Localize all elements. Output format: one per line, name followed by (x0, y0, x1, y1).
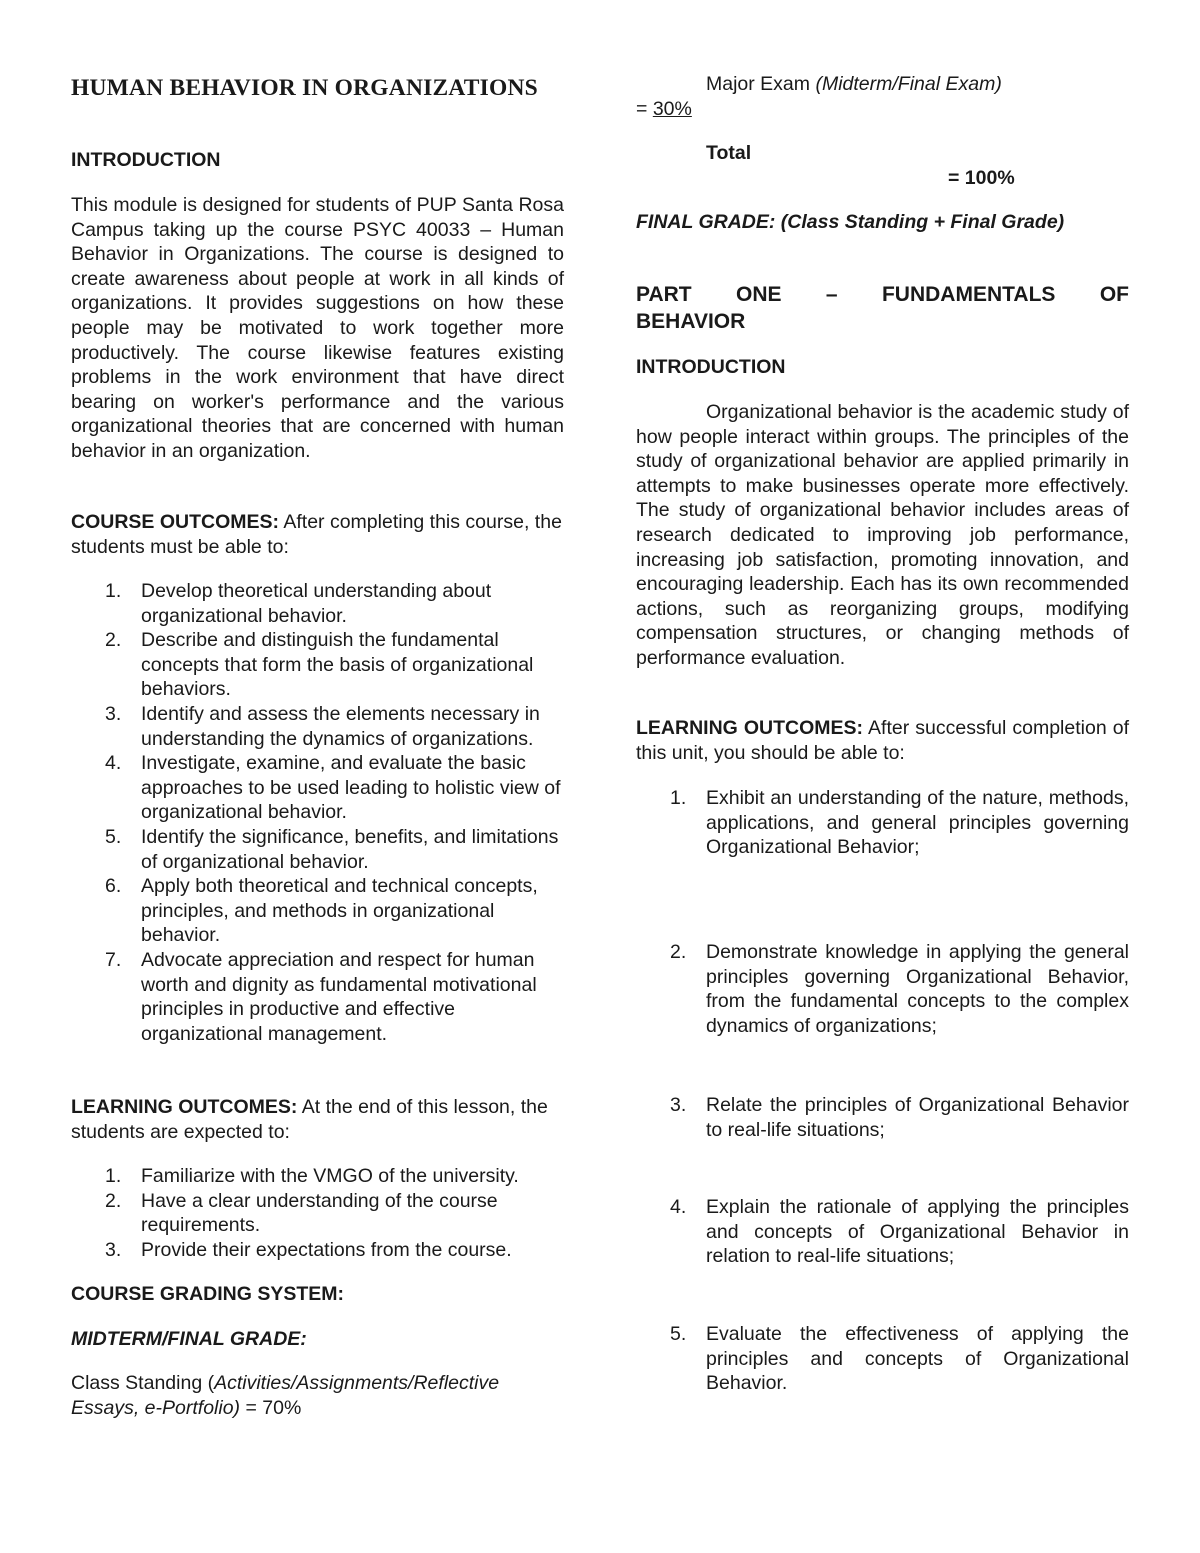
list-item-text: Apply both theoretical and technical concepts, principles, and methods in organizational behavior. (141, 875, 538, 947)
course-outcomes-text: After completing this course, the students must be able to: (71, 511, 562, 558)
grading-heading: COURSE GRADING SYSTEM: (71, 1283, 345, 1305)
course-outcomes-intro (71, 510, 564, 559)
list-item (71, 948, 564, 1046)
list-item (71, 751, 564, 825)
list-number: 5. (105, 825, 122, 848)
learning-outcomes-list (71, 1164, 564, 1262)
list-item (636, 1195, 1129, 1322)
list-item-text: Provide their expectations from the course. (141, 1238, 512, 1261)
list-number: 6. (105, 875, 122, 898)
learning-outcomes-intro (71, 1095, 564, 1144)
list-number: 4. (670, 1196, 687, 1218)
major-exam-value (636, 97, 1129, 122)
list-item (636, 786, 1129, 940)
list-item-text: Describe and distinguish the fundamental concepts that form the basis of organizational behaviors. (141, 629, 534, 701)
course-outcomes-label: COURSE OUTCOMES: (71, 511, 280, 533)
intro-paragraph: This module is designed for students of PUP Santa Rosa Campus taking up the course PSYC 40033 – Human Behavior in Organizations. The course is designed to create awareness about people at work in all kinds of organizations. It provides suggestions on how these people may be motivated to work together more productively. The course likewise features existing problems in the work environment that have direct bearing on worker's performance and the various organizational theories that are concerned with human behavior in an organization. (71, 194, 564, 462)
course-outcomes-list (71, 579, 564, 1046)
list-item-text: Identify and assess the elements necessary in understanding the dynamics of organizations. (141, 702, 540, 750)
list-number: 1. (670, 787, 687, 809)
right-learning-outcomes-text: After successful completion of this unit, you should be able to: (636, 717, 1129, 764)
major-exam-line (636, 72, 1129, 97)
list-number: 2. (670, 941, 687, 963)
right-intro-paragraph: Organizational behavior is the academic study of how people interact within groups. The principles of the study of organizational behavior are applied primarily in attempts to make businesses operate more effectively. The study of organizational behavior includes areas of research dedicated to improving job performance, increasing job satisfaction, promoting innovation, and encouraging leadership. Each has its own recommended actions, such as reorganizing groups, modifying compensation structures, or changing methods of performance evaluation. (636, 401, 1129, 669)
list-item-text: Demonstrate knowledge in applying the general principles governing Organizational Behavior, from the fundamental concepts to the complex dynamics of organizations; (706, 941, 1129, 1037)
list-item-text: Have a clear understanding of the course requirements. (141, 1189, 498, 1237)
list-item (71, 1164, 564, 1189)
list-item (636, 940, 1129, 1093)
class-standing-italic: Activities/Assignments/Reflective Essays, e-Portfolio) (71, 1372, 500, 1419)
learning-outcomes-label: LEARNING OUTCOMES: (71, 1096, 298, 1118)
list-number: 3. (105, 1238, 122, 1261)
list-item (71, 825, 564, 874)
major-exam-italic: (Midterm/Final Exam) (815, 73, 1002, 95)
major-exam-eq: = (636, 98, 653, 120)
list-number: 2. (105, 629, 122, 652)
list-number: 1. (105, 580, 122, 602)
document-title: HUMAN BEHAVIOR IN ORGANIZATIONS (71, 75, 538, 101)
list-item-text: Investigate, examine, and evaluate the basic approaches to be used leading to holistic view of organizational behavior. (141, 752, 561, 824)
major-exam-percent: 30% (652, 98, 692, 120)
list-item (71, 702, 564, 751)
intro-heading: INTRODUCTION (71, 149, 221, 171)
list-item (71, 1189, 564, 1238)
right-learning-outcomes-intro (636, 716, 1129, 765)
list-item-text: Explain the rationale of applying the principles and concepts of Organizational Behavior in relation to real-life situations; (706, 1196, 1129, 1268)
list-number: 5. (670, 1323, 687, 1345)
total-value: = 100% (948, 167, 1015, 189)
list-item (636, 1093, 1129, 1195)
list-item (71, 628, 564, 702)
list-number: 2. (105, 1189, 122, 1212)
right-learning-outcomes-list (636, 786, 1129, 1396)
list-number: 4. (105, 752, 122, 775)
list-number: 3. (105, 702, 122, 725)
right-learning-outcomes-label: LEARNING OUTCOMES: (636, 717, 864, 739)
list-item (71, 1238, 564, 1263)
final-grade: FINAL GRADE: (Class Standing + Final Grade) (636, 211, 1065, 233)
list-item-text: Relate the principles of Organizational Behavior to real-life situations; (706, 1094, 1129, 1141)
part-one-heading-line2: BEHAVIOR (636, 310, 746, 333)
list-number: 1. (105, 1165, 122, 1187)
list-item (71, 874, 564, 948)
part-one-heading: PART ONE – FUNDAMENTALS OF (636, 283, 1129, 306)
list-item (71, 579, 564, 628)
list-item-text: Exhibit an understanding of the nature, methods, applications, and general principles governing Organizational Behavior; (706, 787, 1129, 859)
list-number: 7. (105, 948, 122, 971)
list-item-text: Familiarize with the VMGO of the university. (141, 1165, 519, 1187)
right-intro-heading: INTRODUCTION (636, 356, 786, 378)
class-standing-line (71, 1371, 564, 1420)
list-number: 3. (670, 1094, 687, 1116)
learning-outcomes-text: At the end of this lesson, the students are expected to: (71, 1096, 548, 1143)
major-exam-prefix: Major Exam (706, 73, 816, 95)
class-standing-suffix: = 70% (240, 1396, 302, 1419)
list-item-text: Identify the significance, benefits, and limitations of organizational behavior. (141, 825, 559, 873)
list-item-text: Evaluate the effectiveness of applying the principles and concepts of Organizational Behavior. (706, 1323, 1129, 1395)
list-item (636, 1322, 1129, 1396)
class-standing-prefix: Class Standing ( (71, 1372, 215, 1394)
list-item-text: Develop theoretical understanding about organizational behavior. (141, 580, 492, 627)
total-label: Total (706, 142, 752, 164)
list-item-text: Advocate appreciation and respect for human worth and dignity as fundamental motivational principles in productive and effective organizational management. (141, 948, 537, 1045)
midterm-heading: MIDTERM/FINAL GRADE: (71, 1328, 307, 1350)
